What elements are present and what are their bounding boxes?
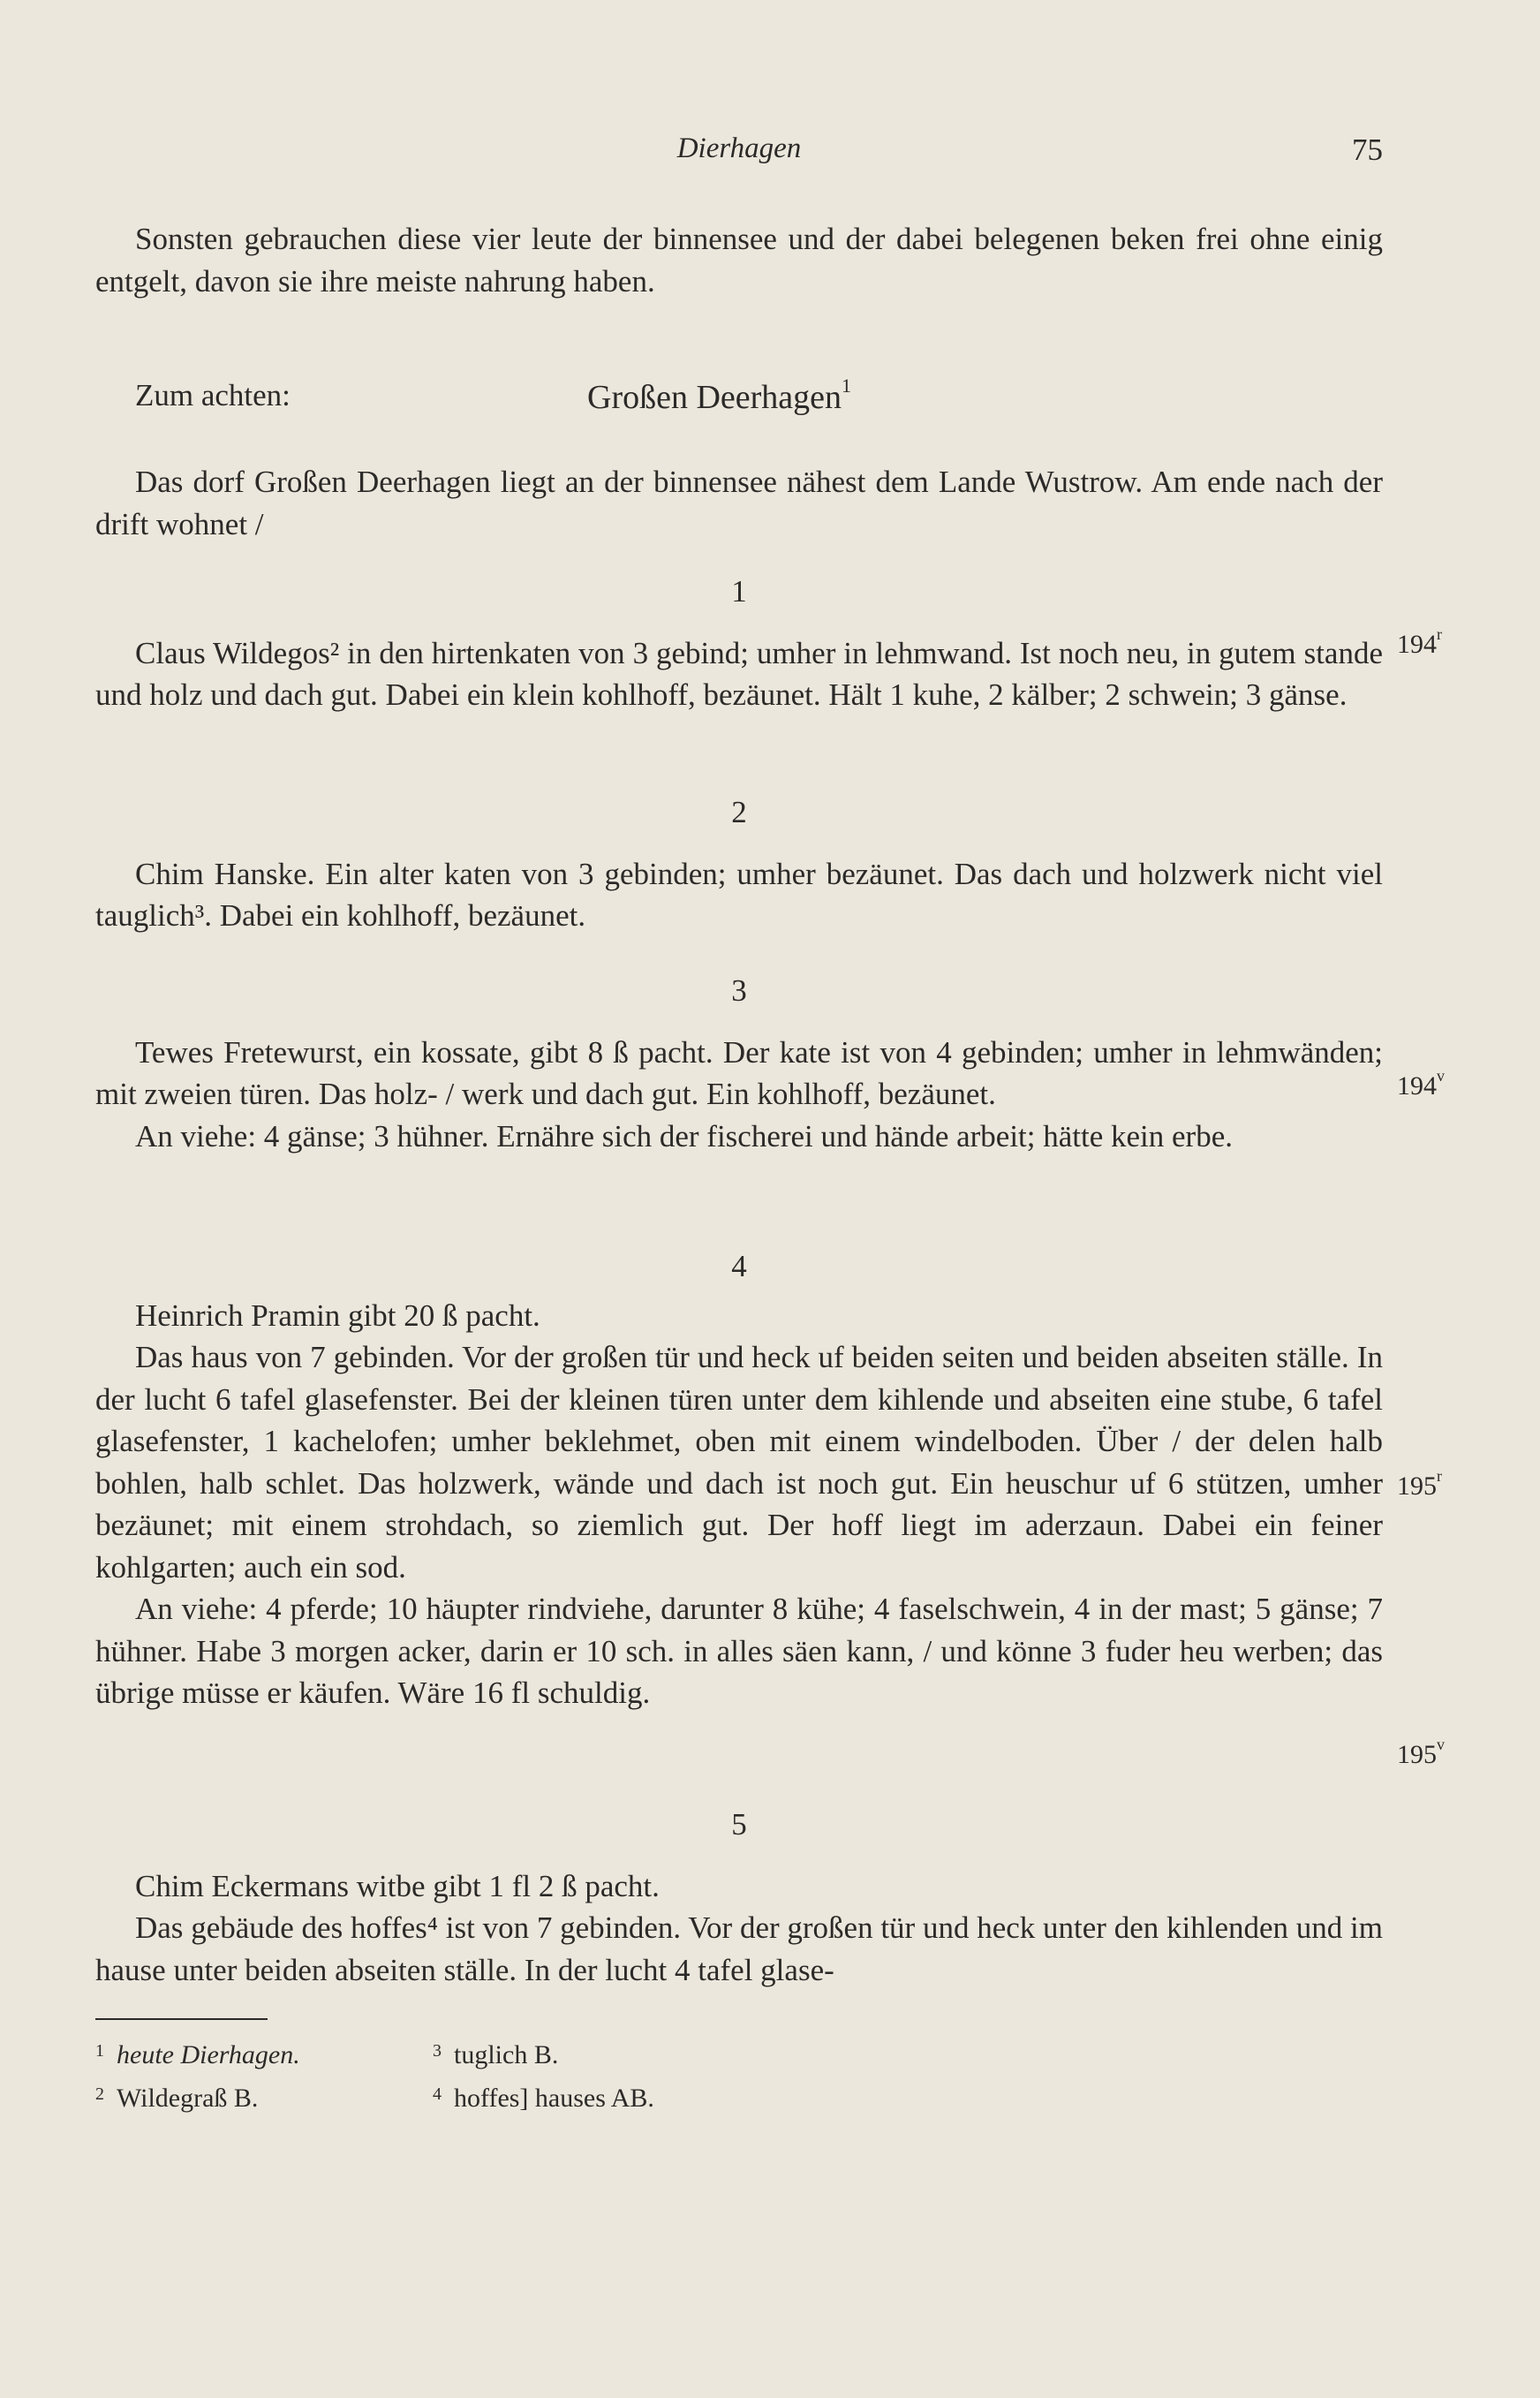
section-name: Großen Deerhagen$^1$ xyxy=(587,374,852,416)
entry-number: 1 xyxy=(731,574,747,609)
entry-2 xyxy=(95,791,1383,937)
page-number: 75 xyxy=(1352,132,1383,167)
running-title: Dierhagen xyxy=(676,132,802,164)
entry-number: 3 xyxy=(731,973,747,1008)
entry-1 xyxy=(95,571,1383,716)
folio-marker: 194$^v$ xyxy=(1397,1067,1445,1101)
entry-number: 4 xyxy=(731,1249,747,1283)
entry-paragraph: Claus Wildegos² in den hirtenkaten von 3 gebind; umher in lehmwand. Ist noch neu, in gutem stande und holz und dach gut. Dabei ein klein kohlhoff, bezäunet. Hält 1 kuhe, 2 kälber; 2 schwein; 3 gänse. xyxy=(95,635,1383,712)
entry-paragraph: Chim Eckermans witbe gibt 1 fl 2 ß pacht. xyxy=(135,1868,660,1903)
intro-paragraph: Sonsten gebrauchen diese vier leute der binnensee und der dabei belegenen beken frei ohne einig entgelt, davon sie ihre meiste nahrung haben. xyxy=(95,222,1383,299)
running-head xyxy=(95,132,1383,177)
entry-paragraph: An viehe: 4 pferde; 10 häupter rindviehe, darunter 8 kühe; 4 faselschwein, 4 in der mast; 5 gänse; 7 hühner. Habe 3 morgen acker, darin er 10 sch. in alles säen kann, / und könne 3 fuder heu werben; das übrige müsse er käufen. Wäre 16 fl schuldig. xyxy=(95,1592,1383,1710)
entry-4 xyxy=(95,1245,1383,1714)
footnote-1: $^1$ heute Dierhagen. xyxy=(95,2040,300,2069)
entry-number: 2 xyxy=(731,795,747,829)
footnote-4: $^4$ hoffes] hauses AB. xyxy=(433,2084,654,2113)
entry-3 xyxy=(95,970,1383,1157)
folio-marker: 195$^v$ xyxy=(1397,1736,1445,1769)
entry-5 xyxy=(95,1804,1383,1991)
entry-paragraph: Tewes Fretewurst, ein kossate, gibt 8 ß pacht. Der kate ist von 4 gebinden; umher in lehmwänden; mit zweien türen. Das holz- / werk und dach gut. Ein kohlhoff, bezäunet. xyxy=(95,1034,1383,1111)
folio-marker: 195$^r$ xyxy=(1397,1467,1442,1501)
entry-number: 5 xyxy=(731,1807,747,1842)
entry-paragraph: Das gebäude des hoffes⁴ ist von 7 gebinden. Vor der großen tür und heck unter den kihlenden und im hause unter beiden abseiten ställe. In der lucht 4 tafel glase- xyxy=(95,1910,1383,1987)
entry-paragraph: Das haus von 7 gebinden. Vor der großen tür und heck uf beiden seiten und beiden abseiten ställe. In der lucht 6 tafel glasefenster. Bei der kleinen türen unter dem kihlende und abseiten eine stube, 6 tafel glasefenster, 1 kachelofen; umher beklehmet, oben mit einem windelboden. Über / der delen halb bohlen, halb schlet. Das holzwerk, wände und dach ist noch gut. Ein heuschur uf 6 stützen, umher bezäunet; mit einem strohdach, so ziemlich gut. Der hoff liegt im aderzaun. Dabei ein feiner kohlgarten; auch ein sod. xyxy=(95,1340,1383,1585)
section-ordinal: Zum achten: xyxy=(135,378,291,412)
footnote-ref: 1 xyxy=(842,374,852,397)
entry-paragraph: An viehe: 4 gänse; 3 hühner. Ernähre sich der fischerei und hände arbeit; hätte kein erbe. xyxy=(135,1118,1233,1154)
footnotes-column-left xyxy=(95,2035,300,2122)
entry-paragraph: Heinrich Pramin gibt 20 ß pacht. xyxy=(135,1297,540,1333)
footnote-divider xyxy=(95,2018,268,2020)
folio-marker: 194$^r$ xyxy=(1397,625,1442,659)
footnote-3: $^3$ tuglich B. xyxy=(433,2040,559,2069)
village-intro: Das dorf Großen Deerhagen liegt an der binnensee nähest dem Lande Wustrow. Am ende nach der drift wohnet / xyxy=(95,465,1383,541)
footnotes-column-right xyxy=(433,2035,654,2122)
footnote-2: $^2$ Wildegraß B. xyxy=(95,2084,259,2113)
entry-paragraph: Chim Hanske. Ein alter katen von 3 gebinden; umher bezäunet. Das dach und holzwerk nicht viel tauglich³. Dabei ein kohlhoff, bezäunet. xyxy=(95,856,1383,933)
section-heading xyxy=(135,374,1383,422)
